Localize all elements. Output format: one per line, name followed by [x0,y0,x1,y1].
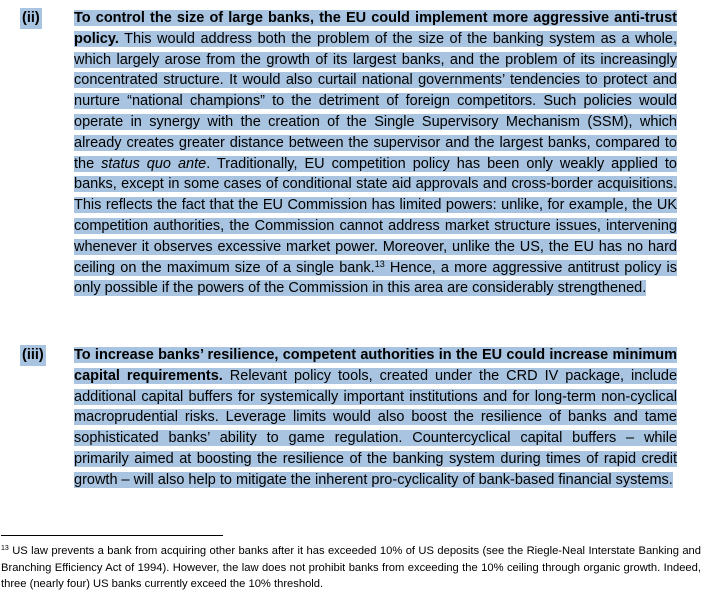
item-text-part-a: This would address both the problem of the size of the banking system as a whole, which largely arose from the growth of its largest banks, and the problem of its increasingly concentrated structure. It would also curtail national governments’ tendencies to protect and nurture “national champions” to the detriment of foreign competitors. Such policies would operate in synergy with the creation of the Single Supervisory Mechanism (SSM), which already creates greater distance between the supervisor and the largest banks, compared to the [74,30,677,172]
item-text-part-c: Hence, a more aggressive antitrust policy is only possible if the powers of the Commission in this area are considerably strengthened. [74,259,677,297]
footnote-reference[interactable]: 13 [374,258,385,269]
item-emphasis: status quo ante [101,155,207,172]
item-marker: (ii) [20,8,42,29]
footnote-number: 13 [1,545,9,552]
item-lead-sentence: To increase banks’ resilience, competent authorities in the EU could increase minimum capital requirements. [74,347,677,384]
footnote-text: US law prevents a bank from acquiring other banks after it has exceeded 10% of US deposits (see the Riegle-Neal Interstate Banking and Branching Efficiency Act of 1994). However, the law does not prohibit banks from exceeding the 10% ceiling through organic growth. Indeed, three (nearly four) US banks currently exceed the 10% threshold. [1,545,701,590]
item-lead-sentence: To control the size of large banks, the EU could implement more aggressive anti-trust policy. [74,10,677,47]
item-text-part-a: Relevant policy tools, created under the CRD IV package, include additional capital buffers for systemically important institutions and for long-term non-cyclical macroprudential risks. Leverage limits would also boost the resilience of banks and tame sophisticated banks’ ability to game regulation. Countercyclical capital buffers – while primarily aimed at boosting the resilience of the banking system during times of rapid credit growth – will also help to mitigate the inherent pro-cyclicality of bank-based financial systems. [74,367,678,488]
footnote-divider [1,535,223,536]
item-paragraph [74,345,677,491]
item-paragraph [74,8,677,299]
item-text-part-b: . Traditionally, EU competition policy has been only weakly applied to banks, except in some cases of conditional state aid approvals and cross-border acquisitions. This reflects the fact that the EU Commission has limited powers: unlike, for example, the UK competition authorities, the Commission cannot address market structure issues, intervening whenever it observes excessive market power. Moreover, unlike the US, the EU has no hard ceiling on the maximum size of a single bank. [74,155,678,276]
footnote [1,543,701,593]
item-marker: (iii) [20,345,46,366]
